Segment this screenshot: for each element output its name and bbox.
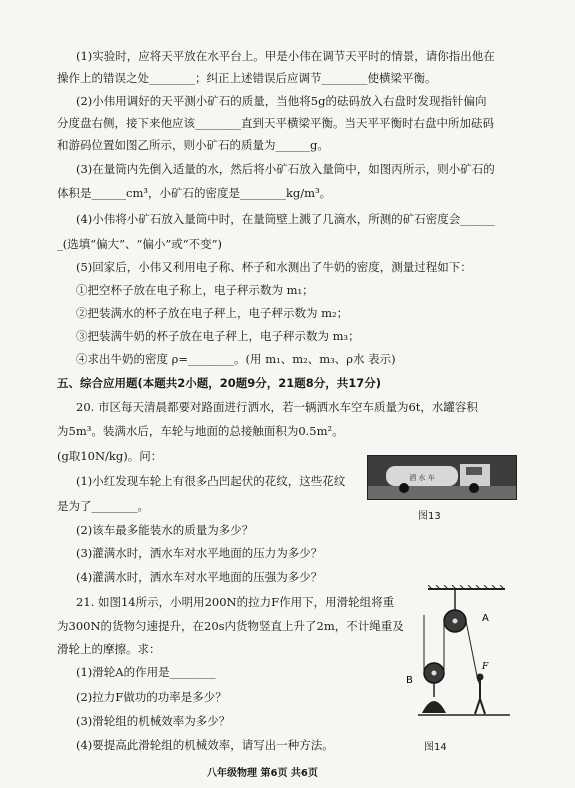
text-line: (2)小伟用调好的天平测小矿石的质量，当他将5g的砝码放入右盘时发现指针偏向 — [76, 94, 487, 108]
pulley-diagram — [400, 585, 515, 735]
text-line: 操作上的错误之处________；纠正上述错误后应调节________使横梁平衡。 — [57, 71, 437, 85]
text-line: 分度盘右侧，接下来他应该________直到天平横梁平衡。当天平平衡时右盘中所加砝码 — [57, 116, 494, 130]
text-line: (4)小伟将小矿石放入量筒中时，在量筒壁上溅了几滴水，所测的矿石密度会______ — [76, 212, 495, 226]
text-line: 和游码位置如图乙所示，则小矿石的质量为______g。 — [57, 138, 329, 152]
text-line: ①把空杯子放在电子称上，电子秤示数为 m₁； — [76, 283, 314, 297]
text-line: (g取10N/kg)。问： — [57, 449, 163, 463]
text-line: 为5m³。装满水后，车轮与地面的总接触面积为0.5m²。 — [57, 424, 344, 438]
text-line: 20. 市区每天清晨都要对路面进行洒水，若一辆洒水车空车质量为6t，水罐容积 — [76, 400, 478, 414]
text-line: 是为了________。 — [57, 499, 149, 513]
text-line: (4)要提高此滑轮组的机械效率，请写出一种方法。 — [76, 738, 334, 752]
label-f: F — [482, 662, 489, 672]
water-truck-photo — [367, 455, 517, 500]
text-line: (4)灌满水时，洒水车对水平地面的压强为多少？ — [76, 570, 323, 584]
label-b: B — [406, 675, 413, 686]
section-heading: 五、综合应用题(本题共2小题，20题9分，21题8分，共17分) — [57, 376, 382, 390]
text-line: 21. 如图14所示，小明用200N的拉力F作用下，用滑轮组将重 — [76, 595, 395, 609]
label-a: A — [482, 613, 489, 624]
text-line: _(选填“偏大”、“偏小”或“不变”) — [57, 237, 222, 251]
text-line: 滑轮上的摩擦。求： — [57, 642, 161, 656]
text-line: (3)灌满水时，洒水车对水平地面的压力为多少？ — [76, 546, 323, 560]
text-line: (2)拉力F做功的功率是多少？ — [76, 690, 227, 704]
text-line: (1)滑轮A的作用是________ — [76, 665, 216, 679]
truck-sign: 洒 水 车 — [409, 474, 435, 482]
text-line: (5)回家后，小伟又利用电子称、杯子和水测出了牛奶的密度，测量过程如下： — [76, 260, 472, 274]
text-line: 体积是______cm³，小矿石的密度是________kg/m³。 — [57, 186, 332, 200]
text-line: ④求出牛奶的密度 ρ=________。(用 m₁、m₂、m₃、ρ水 表示) — [76, 352, 396, 366]
figure14-caption: 图14 — [424, 742, 447, 753]
page-footer: 八年级物理 第6页 共6页 — [207, 768, 318, 779]
text-line: (1)小红发现车轮上有很多凸凹起伏的花纹，这些花纹 — [76, 474, 346, 488]
text-line: (3)在量筒内先倒入适量的水，然后将小矿石放入量筒中，如图丙所示，则小矿石的 — [76, 162, 495, 176]
text-line: ②把装满水的杯子放在电子秤上，电子秤示数为 m₂； — [76, 306, 349, 320]
text-line: (3)滑轮组的机械效率为多少？ — [76, 714, 231, 728]
text-line: 为300N的货物匀速提升，在20s内货物竖直上升了2m，不计绳重及 — [57, 619, 404, 633]
text-line: (2)该车最多能装水的质量为多少？ — [76, 523, 254, 537]
text-line: (1)实验时，应将天平放在水平台上。甲是小伟在调节天平时的情景，请你指出他在 — [76, 49, 495, 63]
water-truck-icon — [368, 456, 516, 499]
text-line: ③把装满牛奶的杯子放在电子秤上，电子秤示数为 m₃； — [76, 329, 360, 343]
figure13-caption: 图13 — [418, 511, 441, 522]
